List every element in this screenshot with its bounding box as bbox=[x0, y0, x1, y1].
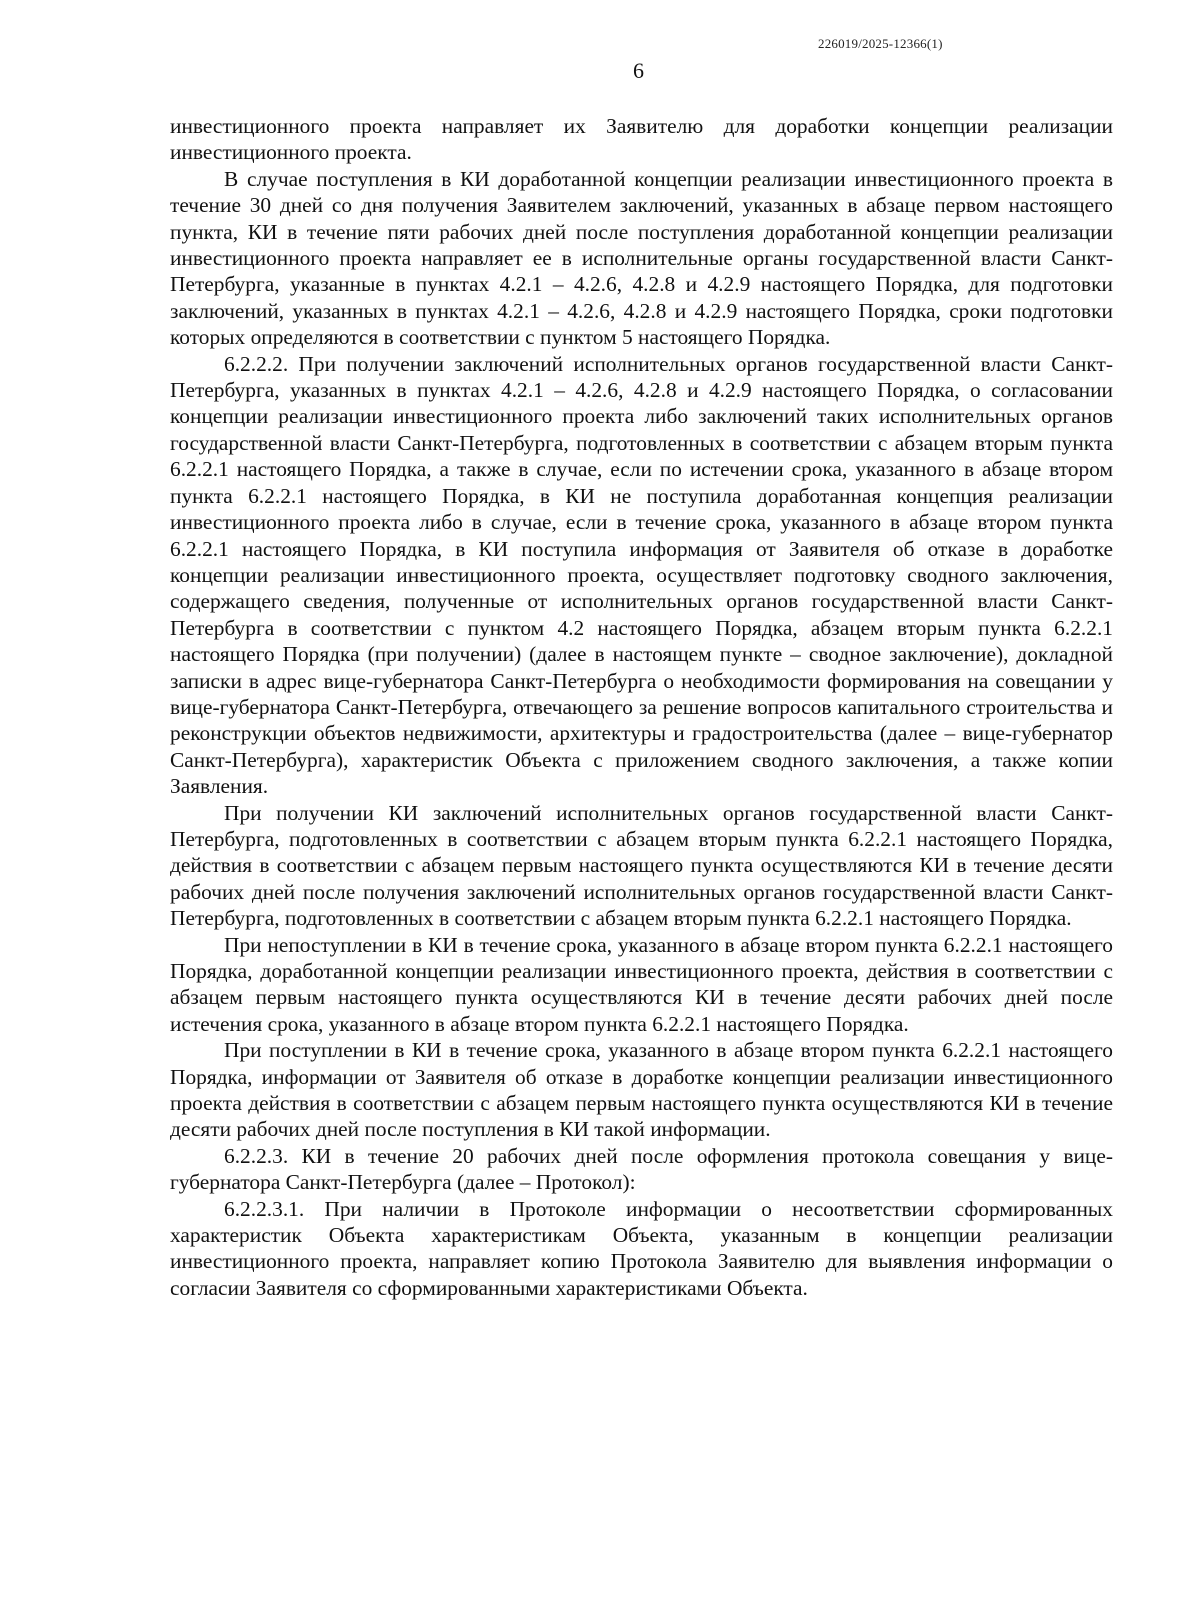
paragraph: При поступлении в КИ в течение срока, указанного в абзаце втором пункта 6.2.2.1 настоящего Порядка, информации от Заявителя об отказе в доработке концепции реализации инвестиционного проекта действия в соответствии с абзацем первым настоящего пункта осуществляются КИ в течение десяти рабочих дней после поступления в КИ такой информации. bbox=[170, 1038, 1113, 1142]
paragraph: При непоступлении в КИ в течение срока, указанного в абзаце втором пункта 6.2.2.1 настоящего Порядка, доработанной концепции реализации инвестиционного проекта, действия в соответствии с абзацем первым настоящего пункта осуществляются КИ в течение десяти рабочих дней после истечения срока, указанного в абзаце втором пункта 6.2.2.1 настоящего Порядка. bbox=[170, 932, 1113, 1036]
paragraph-clause-6-2-2-2: 6.2.2.2. При получении заключений исполнительных органов государственной власти Санкт-Петербурга, указанных в пунктах 4.2.1 – 4.2.6, 4.2.8 и 4.2.9 настоящего Порядка, о согласовании концепции реализации инвестиционного проекта либо заключений таких исполнительных органов государственной власти Санкт-Петербурга, подготовленных в соответствии с абзацем вторым пункта 6.2.2.1 настоящего Порядка, а также в случае, если по истечении срока, указанного в абзаце втором пункта 6.2.2.1 настоящего Порядка, в КИ не поступила доработанная концепция реализации инвестиционного проекта либо в случае, если в течение срока, указанного в абзаце втором пункта 6.2.2.1 настоящего Порядка, в КИ поступила информация от Заявителя об отказе в доработке концепции реализации инвестиционного проекта, осуществляет подготовку сводного заключения, содержащего сведения, полученные от исполнительных органов государственной власти Санкт-Петербурга в соответствии с пунктом 4.2 настоящего Порядка, абзацем вторым пункта 6.2.2.1 настоящего Порядка (при получении) (далее в настоящем пункте – сводное заключение), докладной записки в адрес вице-губернатора Санкт-Петербурга о необходимости формирования на совещании у вице-губернатора Санкт-Петербурга, отвечающего за решение вопросов капитального строительства и реконструкции объектов недвижимости, архитектуры и градостроительства (далее – вице-губернатор Санкт-Петербурга), характеристик Объекта с приложением сводного заключения, а также копии Заявления. bbox=[170, 351, 1113, 799]
page-number: 6 bbox=[633, 58, 644, 83]
paragraph: В случае поступления в КИ доработанной концепции реализации инвестиционного проекта в течение 30 дней со дня получения Заявителем заключений, указанных в абзаце первом настоящего пункта, КИ в течение пяти рабочих дней после поступления доработанной концепции реализации инвестиционного проекта направляет ее в исполнительные органы государственной власти Санкт-Петербурга, указанные в пунктах 4.2.1 – 4.2.6, 4.2.8 и 4.2.9 настоящего Порядка, для подготовки заключений, указанных в пунктах 4.2.1 – 4.2.6, 4.2.8 и 4.2.9 настоящего Порядка, сроки подготовки которых определяются в соответствии с пунктом 5 настоящего Порядка. bbox=[170, 166, 1113, 350]
paragraph-clause-6-2-2-3: 6.2.2.3. КИ в течение 20 рабочих дней после оформления протокола совещания у вице-губернатора Санкт-Петербурга (далее – Протокол): bbox=[170, 1143, 1113, 1195]
document-registration-number: 226019/2025-12366(1) bbox=[818, 36, 943, 51]
document-body bbox=[170, 113, 1113, 1301]
paragraph-clause-6-2-2-3-1: 6.2.2.3.1. При наличии в Протоколе информации о несоответствии сформированных характеристик Объекта характеристикам Объекта, указанным в концепции реализации инвестиционного проекта, направляет копию Протокола Заявителю для выявления информации о согласии Заявителя со сформированными характеристиками Объекта. bbox=[170, 1196, 1113, 1300]
paragraph: При получении КИ заключений исполнительных органов государственной власти Санкт-Петербурга, подготовленных в соответствии с абзацем вторым пункта 6.2.2.1 настоящего Порядка, действия в соответствии с абзацем первым настоящего пункта осуществляются КИ в течение десяти рабочих дней после получения заключений исполнительных органов государственной власти Санкт-Петербурга, подготовленных в соответствии с абзацем вторым пункта 6.2.2.1 настоящего Порядка. bbox=[170, 800, 1113, 931]
paragraph-continuation: инвестиционного проекта направляет их Заявителю для доработки концепции реализации инвестиционного проекта. bbox=[170, 114, 1113, 165]
